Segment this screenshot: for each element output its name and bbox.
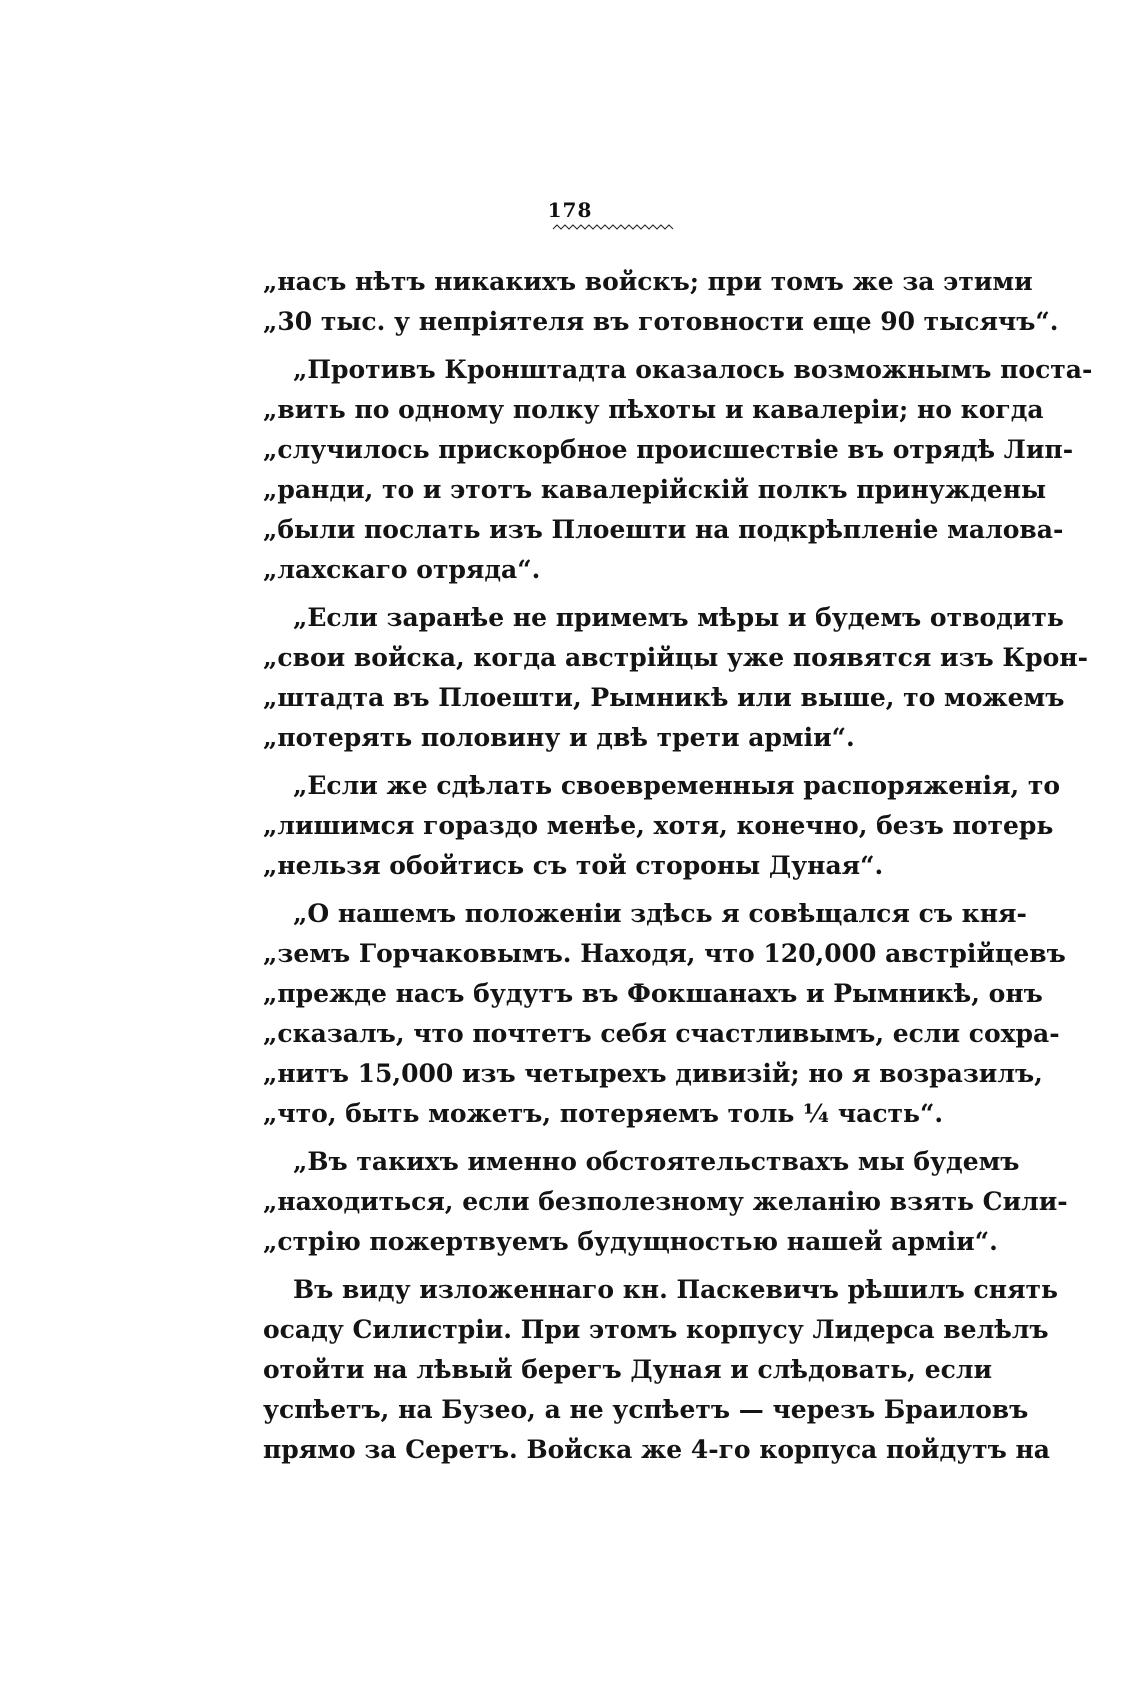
text-line: „прежде насъ будутъ въ Фокшанахъ и Рымникѣ, онъ bbox=[263, 979, 1043, 1008]
page-number-ornament bbox=[553, 224, 673, 234]
text-line: „Если заранѣе не примемъ мѣры и будемъ отводить bbox=[293, 603, 1064, 632]
text-line: успѣетъ, на Бузео, а не успѣетъ — черезъ Браиловъ bbox=[263, 1395, 1029, 1424]
paragraph bbox=[263, 1270, 1059, 1470]
text-line: „нитъ 15,000 изъ четырехъ дивизій; но я возразилъ, bbox=[263, 1059, 1043, 1088]
body-text bbox=[263, 262, 1093, 1470]
text-line: „сказалъ, что почтетъ себя счастливымъ, если сохра- bbox=[263, 1019, 1060, 1048]
text-line: „были послать изъ Плоешти на подкрѣпленіе малова- bbox=[263, 515, 1064, 544]
text-line: „вить по одному полку пѣхоты и кавалеріи; но когда bbox=[263, 395, 1044, 424]
text-line: „лахскаго отряда“. bbox=[263, 555, 541, 584]
text-line: „что, быть можетъ, потеряемъ толь ¼ часть“. bbox=[263, 1099, 944, 1128]
paragraph bbox=[263, 598, 1088, 758]
text-line: „Противъ Кронштадта оказалось возможнымъ поста- bbox=[293, 355, 1093, 384]
text-line: осаду Силистріи. При этомъ корпусу Лидерса велѣлъ bbox=[263, 1315, 1049, 1344]
page-number: 178 bbox=[547, 198, 593, 222]
text-line: „насъ нѣтъ никакихъ войскъ; при томъ же за этими bbox=[263, 267, 1033, 296]
paragraph bbox=[263, 766, 1061, 886]
text-line: „Если же сдѣлать своевременныя распоряженія, то bbox=[293, 771, 1061, 800]
paragraph bbox=[263, 894, 1066, 1134]
text-line: Въ виду изложеннаго кн. Паскевичъ рѣшилъ снять bbox=[293, 1275, 1059, 1304]
text-line: „30 тыс. у непріятеля въ готовности еще 90 тысячъ“. bbox=[263, 307, 1059, 336]
paragraph bbox=[263, 1142, 1068, 1262]
text-line: „нельзя обойтись съ той стороны Дуная“. bbox=[263, 851, 884, 880]
text-line: „стрію пожертвуемъ будущностью нашей арміи“. bbox=[263, 1227, 998, 1256]
text-line: „находиться, если безполезному желанію взять Сили- bbox=[263, 1187, 1068, 1216]
text-line: „случилось прискорбное происшествіе въ отрядѣ Лип- bbox=[263, 435, 1074, 464]
text-line: „земъ Горчаковымъ. Находя, что 120,000 австрійцевъ bbox=[263, 939, 1066, 968]
text-line: „свои войска, когда австрійцы уже появятся изъ Крон- bbox=[263, 643, 1088, 672]
text-line: прямо за Серетъ. Войска же 4-го корпуса пойдутъ на bbox=[263, 1435, 1050, 1464]
text-line: „штадта въ Плоешти, Рымникѣ или выше, то можемъ bbox=[263, 683, 1065, 712]
paragraph bbox=[263, 262, 1059, 342]
text-line: „лишимся гораздо менѣе, хотя, конечно, безъ потерь bbox=[263, 811, 1054, 840]
text-line: „потерять половину и двѣ трети арміи“. bbox=[263, 723, 855, 752]
text-line: „Въ такихъ именно обстоятельствахъ мы будемъ bbox=[293, 1147, 1020, 1176]
paragraph bbox=[263, 350, 1093, 590]
text-line: „ранди, то и этотъ кавалерійскій полкъ принуждены bbox=[263, 475, 1047, 504]
text-line: отойти на лѣвый берегъ Дуная и слѣдовать, если bbox=[263, 1355, 993, 1384]
text-line: „О нашемъ положеніи здѣсь я совѣщался съ кня- bbox=[293, 899, 1027, 928]
